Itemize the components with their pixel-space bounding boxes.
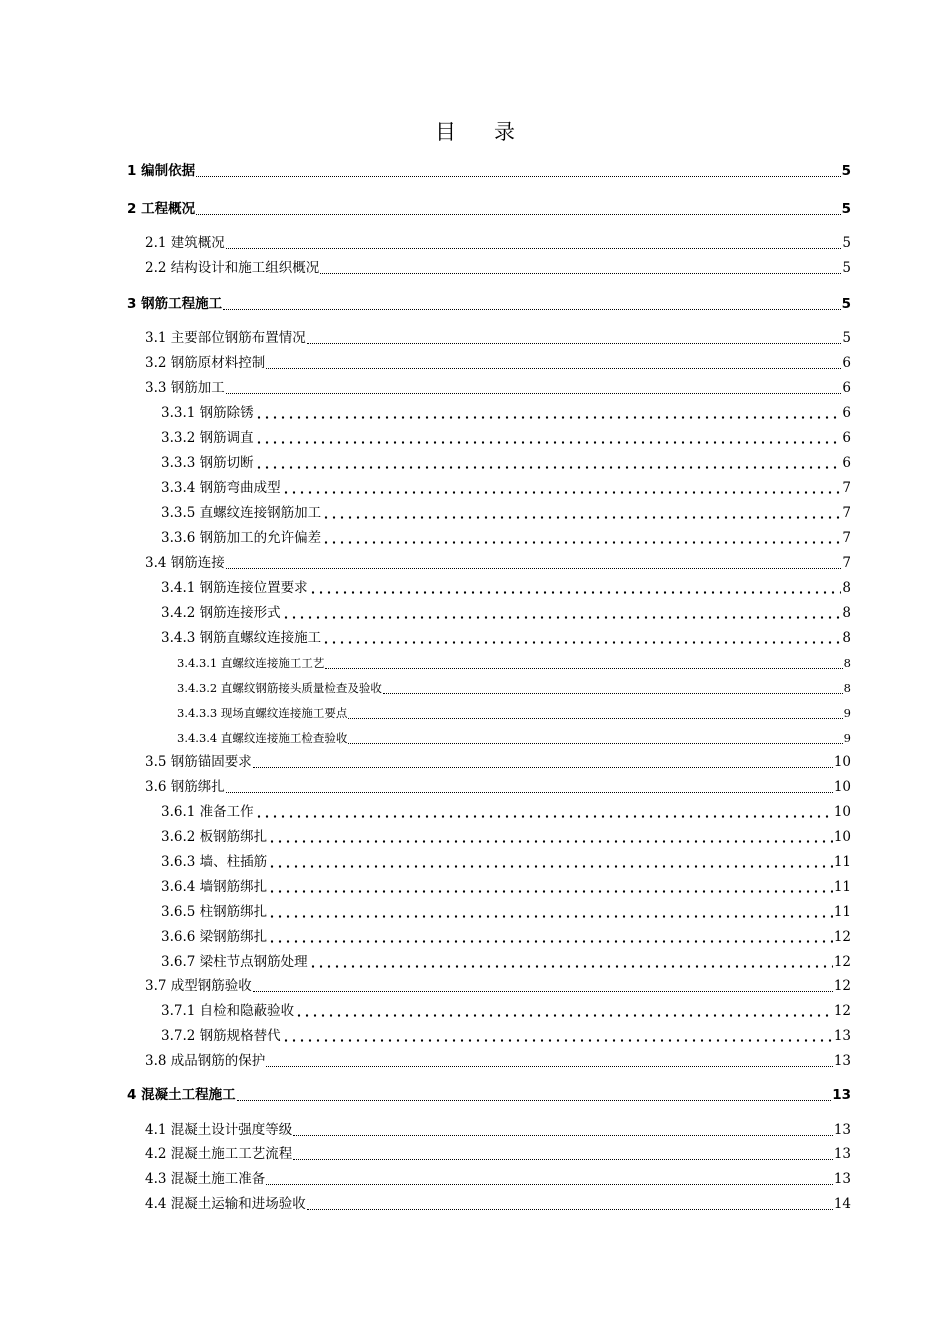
dot-leader	[255, 428, 842, 448]
dot-leader	[293, 1144, 833, 1164]
toc-entry-label: 3.6.1 准备工作	[161, 804, 254, 820]
toc-entry-page: 11	[833, 879, 851, 895]
toc-title-right: 录	[494, 120, 515, 144]
toc-entry-label: 3.4 钢筋连接	[145, 555, 225, 571]
toc-entry-page: 5	[841, 201, 851, 217]
toc-entry[interactable]	[161, 453, 851, 473]
toc-entry-page: 7	[842, 530, 851, 546]
toc-entry[interactable]	[161, 478, 851, 498]
toc-entry[interactable]	[127, 1085, 851, 1105]
toc-entry-label: 3.5 钢筋锚固要求	[145, 754, 252, 770]
toc-entry[interactable]	[161, 578, 851, 598]
toc-entry-page: 7	[842, 505, 851, 521]
toc-entry[interactable]	[145, 353, 851, 373]
toc-entry-page: 10	[833, 829, 851, 845]
toc-entry-label: 2 工程概况	[127, 201, 196, 217]
toc-entry-page: 5	[841, 163, 851, 179]
toc-title-left: 目	[435, 120, 456, 144]
toc-entry-label: 3.7.2 钢筋规格替代	[161, 1028, 281, 1044]
toc-entry-label: 4.4 混凝土运输和进场验收	[145, 1196, 306, 1212]
toc-entry-page: 10	[833, 779, 851, 795]
toc-entry-page: 5	[842, 235, 851, 251]
toc-entry[interactable]	[145, 1120, 851, 1140]
toc-entry-label: 3.6.5 柱钢筋绑扎	[161, 904, 268, 920]
toc-entry-page: 8	[843, 681, 851, 695]
dot-leader	[196, 199, 841, 219]
toc-entry-page: 14	[833, 1196, 851, 1212]
dot-leader	[325, 653, 842, 673]
dot-leader	[295, 1001, 833, 1021]
dot-leader	[322, 628, 841, 648]
toc-entry[interactable]	[161, 1001, 851, 1021]
toc-title	[0, 116, 950, 146]
toc-entry[interactable]	[145, 1169, 851, 1189]
dot-leader	[268, 902, 833, 922]
dot-leader	[226, 553, 842, 573]
toc-entry-page: 13	[833, 1122, 851, 1138]
toc-entry[interactable]	[161, 852, 851, 872]
toc-entry-page: 12	[833, 978, 851, 994]
toc-entry-label: 3 钢筋工程施工	[127, 296, 223, 312]
toc-entry-page: 8	[843, 656, 851, 670]
toc-entry[interactable]	[177, 728, 851, 748]
toc-entry-label: 2.2 结构设计和施工组织概况	[145, 260, 320, 276]
toc-entry-page: 13	[833, 1028, 851, 1044]
toc-entry-label: 3.6.6 梁钢筋绑扎	[161, 929, 268, 945]
toc-entry-label: 3.3.2 钢筋调直	[161, 430, 254, 446]
toc-entry-page: 12	[833, 929, 851, 945]
toc-entry-page: 6	[842, 430, 851, 446]
toc-entry-label: 4 混凝土工程施工	[127, 1087, 236, 1103]
toc-entry-page: 9	[843, 731, 851, 745]
toc-entry[interactable]	[161, 877, 851, 897]
toc-entry-label: 3.3.3 钢筋切断	[161, 455, 254, 471]
dot-leader	[255, 403, 842, 423]
dot-leader	[226, 233, 842, 253]
toc-entry-label: 3.4.3.2 直螺纹钢筋接头质量检查及验收	[177, 681, 382, 695]
toc-entry-label: 3.4.1 钢筋连接位置要求	[161, 580, 308, 596]
toc-entry-page: 12	[833, 954, 851, 970]
toc-entry[interactable]	[145, 1051, 851, 1071]
toc-entry[interactable]	[161, 503, 851, 523]
toc-entry-page: 10	[833, 804, 851, 820]
toc-entry[interactable]	[145, 328, 851, 348]
dot-leader	[383, 678, 843, 698]
toc-entry-page: 6	[842, 455, 851, 471]
toc-entry-label: 3.6.3 墙、柱插筋	[161, 854, 268, 870]
toc-entry-page: 13	[832, 1087, 851, 1103]
toc-entry-page: 12	[833, 1003, 851, 1019]
toc-entry-label: 3.7 成型钢筋验收	[145, 978, 252, 994]
dot-leader	[320, 258, 841, 278]
toc-entry[interactable]	[177, 703, 851, 723]
dot-leader	[348, 728, 842, 748]
toc-entry-page: 13	[833, 1146, 851, 1162]
toc-entry[interactable]	[145, 777, 851, 797]
toc-entry-page: 8	[842, 630, 851, 646]
dot-leader	[266, 1169, 833, 1189]
toc-entry-label: 3.3 钢筋加工	[145, 380, 225, 396]
dot-leader	[253, 976, 833, 996]
toc-entry[interactable]	[161, 528, 851, 548]
toc-entry-label: 3.3.5 直螺纹连接钢筋加工	[161, 505, 322, 521]
toc-entry[interactable]	[177, 653, 851, 673]
toc-entry-page: 13	[833, 1171, 851, 1187]
dot-leader	[268, 877, 833, 897]
toc-entry[interactable]	[145, 378, 851, 398]
toc-entry-label: 3.1 主要部位钢筋布置情况	[145, 330, 306, 346]
dot-leader	[226, 777, 833, 797]
dot-leader	[226, 378, 842, 398]
toc-entry-label: 3.4.2 钢筋连接形式	[161, 605, 281, 621]
toc-entry-label: 3.6.7 梁柱节点钢筋处理	[161, 954, 308, 970]
toc-entry-label: 3.3.1 钢筋除锈	[161, 405, 254, 421]
toc-entry[interactable]	[127, 161, 851, 181]
toc-entry-label: 3.4.3 钢筋直螺纹连接施工	[161, 630, 322, 646]
dot-leader	[268, 852, 833, 872]
toc-entry-page: 5	[841, 296, 851, 312]
toc-entry-label: 3.4.3.3 现场直螺纹连接施工要点	[177, 706, 348, 720]
dot-leader	[307, 1194, 833, 1214]
toc-entry[interactable]	[127, 199, 851, 219]
toc-entry[interactable]	[145, 1144, 851, 1164]
toc-entry[interactable]	[161, 952, 851, 972]
toc-entry-label: 3.6.2 板钢筋绑扎	[161, 829, 268, 845]
toc-entry-page: 10	[833, 754, 851, 770]
toc-entry-page: 6	[842, 405, 851, 421]
dot-leader	[266, 1051, 833, 1071]
toc-entry-page: 9	[843, 706, 851, 720]
toc-entry[interactable]	[145, 233, 851, 253]
toc-entry[interactable]	[145, 258, 851, 278]
toc-entry-label: 3.2 钢筋原材料控制	[145, 355, 266, 371]
toc-entry-label: 3.8 成品钢筋的保护	[145, 1053, 266, 1069]
toc-entry-label: 2.1 建筑概况	[145, 235, 225, 251]
toc-entry[interactable]	[161, 827, 851, 847]
toc-entry[interactable]	[161, 603, 851, 623]
dot-leader	[266, 353, 841, 373]
toc-entry[interactable]	[161, 902, 851, 922]
toc-entry[interactable]	[145, 752, 851, 772]
toc-entry-label: 3.6 钢筋绑扎	[145, 779, 225, 795]
toc-entry-label: 4.2 混凝土施工工艺流程	[145, 1146, 293, 1162]
dot-leader	[348, 703, 842, 723]
toc-entry-page: 7	[842, 480, 851, 496]
toc-entry-page: 11	[833, 854, 851, 870]
toc-entry-label: 3.7.1 自检和隐蔽验收	[161, 1003, 295, 1019]
toc-entry-page: 5	[842, 260, 851, 276]
toc-entry-label: 1 编制依据	[127, 163, 196, 179]
dot-leader	[223, 294, 841, 314]
dot-leader	[322, 528, 841, 548]
toc-entry-page: 11	[833, 904, 851, 920]
toc-entry[interactable]	[161, 403, 851, 423]
dot-leader	[255, 802, 833, 822]
dot-leader	[237, 1085, 832, 1105]
toc-entry[interactable]	[161, 628, 851, 648]
dot-leader	[322, 503, 841, 523]
toc-entry-label: 3.4.3.1 直螺纹连接施工工艺	[177, 656, 325, 670]
toc-entry-page: 6	[842, 380, 851, 396]
toc-entry-label: 4.3 混凝土施工准备	[145, 1171, 266, 1187]
toc-entry[interactable]	[161, 802, 851, 822]
dot-leader	[293, 1120, 833, 1140]
toc-entry[interactable]	[127, 294, 851, 314]
dot-leader	[282, 1026, 833, 1046]
toc-entry-label: 3.3.6 钢筋加工的允许偏差	[161, 530, 322, 546]
toc-entry[interactable]	[145, 553, 851, 573]
dot-leader	[307, 328, 842, 348]
toc-entry[interactable]	[145, 1194, 851, 1214]
toc-entry-label: 4.1 混凝土设计强度等级	[145, 1122, 293, 1138]
dot-leader	[309, 952, 833, 972]
dot-leader	[282, 603, 842, 623]
dot-leader	[282, 478, 842, 498]
dot-leader	[309, 578, 842, 598]
dot-leader	[196, 161, 841, 181]
dot-leader	[268, 927, 833, 947]
dot-leader	[253, 752, 833, 772]
toc-entry[interactable]	[145, 976, 851, 996]
toc-entry-page: 13	[833, 1053, 851, 1069]
toc-entry-page: 8	[842, 580, 851, 596]
toc-entry-label: 3.3.4 钢筋弯曲成型	[161, 480, 281, 496]
toc-entry-page: 8	[842, 605, 851, 621]
dot-leader	[255, 453, 842, 473]
toc-entry[interactable]	[161, 1026, 851, 1046]
toc-entry-page: 6	[842, 355, 851, 371]
toc-entry[interactable]	[177, 678, 851, 698]
toc-entry[interactable]	[161, 927, 851, 947]
toc-entry[interactable]	[161, 428, 851, 448]
toc-entry-label: 3.4.3.4 直螺纹连接施工检查验收	[177, 731, 348, 745]
toc-entry-label: 3.6.4 墙钢筋绑扎	[161, 879, 268, 895]
toc-entry-page: 7	[842, 555, 851, 571]
dot-leader	[268, 827, 833, 847]
toc-entry-page: 5	[842, 330, 851, 346]
